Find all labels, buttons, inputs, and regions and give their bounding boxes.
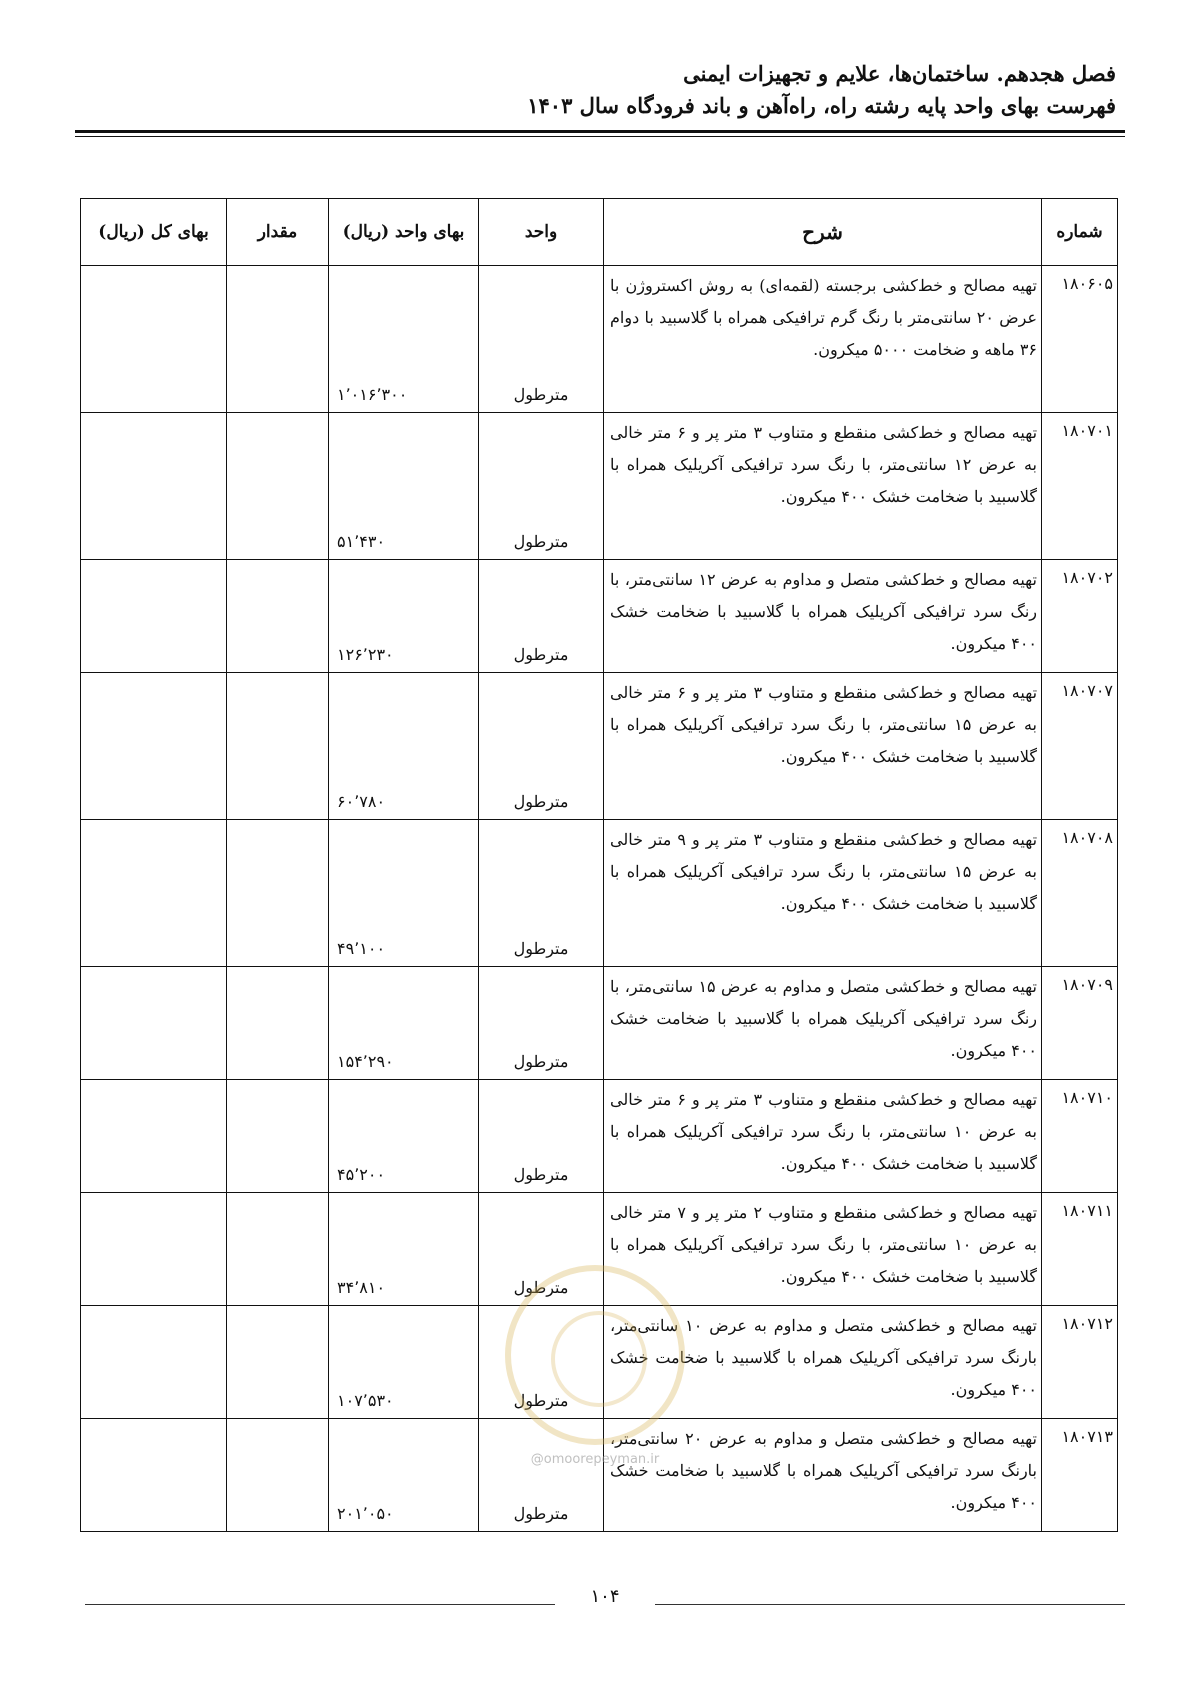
item-unit-price: ۵۱٬۴۳۰ [329,413,479,560]
item-unit-price: ۴۹٬۱۰۰ [329,820,479,967]
item-description: تهیه مصالح و خط‌کشی منقطع و متناوب ۳ متر پر و ۹ متر خالی به عرض ۱۵ سانتی‌متر، با رنگ سرد ترافیکی آکریلیک همراه با گلاسبید با ضخامت خشک ۴۰۰ میکرون. [604,820,1042,967]
item-quantity[interactable] [227,560,329,673]
item-unit-price: ۴۵٬۲۰۰ [329,1080,479,1193]
table-header-row [81,199,1118,266]
header-unit: واحد [479,199,604,266]
page-number: ۱۰۴ [590,1586,620,1607]
header-quantity: مقدار [227,199,329,266]
item-unit: مترطول [479,413,604,560]
footer-rule-left [85,1604,555,1605]
item-description: تهیه مصالح و خط‌کشی متصل و مداوم به عرض ۱۲ سانتی‌متر، با رنگ سرد ترافیکی آکریلیک همراه با گلاسبید با ضخامت خشک ۴۰۰ میکرون. [604,560,1042,673]
header-description: شرح [604,199,1042,266]
item-total-price[interactable] [81,1193,227,1306]
item-total-price[interactable] [81,266,227,413]
item-unit-price: ۳۴٬۸۱۰ [329,1193,479,1306]
header-rule-thick [75,130,1125,133]
item-description: تهیه مصالح و خط‌کشی برجسته (لقمه‌ای) به روش اکستروژن با عرض ۲۰ سانتی‌متر با رنگ گرم ترافیکی همراه با گلاسبید با دوام ۳۶ ماهه و ضخامت ۵۰۰۰ میکرون. [604,266,1042,413]
item-quantity[interactable] [227,820,329,967]
table-row [81,1419,1118,1532]
table-row [81,1080,1118,1193]
item-code: ۱۸۰۷۱۰ [1042,1080,1118,1193]
item-unit: مترطول [479,1419,604,1532]
item-quantity[interactable] [227,266,329,413]
item-unit-price: ۱۵۴٬۲۹۰ [329,967,479,1080]
table-row [81,413,1118,560]
item-unit: مترطول [479,1193,604,1306]
chapter-title: فصل هجدهم. ساختمان‌ها، علایم و تجهیزات ایمنی [683,61,1116,86]
item-total-price[interactable] [81,967,227,1080]
table-row [81,1306,1118,1419]
item-description: تهیه مصالح و خط‌کشی متصل و مداوم به عرض ۱۵ سانتی‌متر، با رنگ سرد ترافیکی آکریلیک همراه با گلاسبید با ضخامت خشک ۴۰۰ میکرون. [604,967,1042,1080]
item-description: تهیه مصالح و خط‌کشی متصل و مداوم به عرض ۱۰ سانتی‌متر، بارنگ سرد ترافیکی آکریلیک همراه با گلاسبید با ضخامت خشک ۴۰۰ میکرون. [604,1306,1042,1419]
item-total-price[interactable] [81,1419,227,1532]
item-code: ۱۸۰۶۰۵ [1042,266,1118,413]
item-code: ۱۸۰۷۰۹ [1042,967,1118,1080]
item-unit: مترطول [479,266,604,413]
item-unit: مترطول [479,967,604,1080]
item-total-price[interactable] [81,1306,227,1419]
item-code: ۱۸۰۷۱۳ [1042,1419,1118,1532]
header-total-price: بهای کل (ریال) [81,199,227,266]
item-description: تهیه مصالح و خط‌کشی منقطع و متناوب ۲ متر پر و ۷ متر خالی به عرض ۱۰ سانتی‌متر، با رنگ سرد ترافیکی آکریلیک همراه با گلاسبید با ضخامت خشک ۴۰۰ میکرون. [604,1193,1042,1306]
item-quantity[interactable] [227,967,329,1080]
item-unit: مترطول [479,560,604,673]
item-unit-price: ۱٬۰۱۶٬۳۰۰ [329,266,479,413]
watermark-text: @omoorepeyman.ir [530,1452,660,1467]
item-quantity[interactable] [227,1080,329,1193]
table-row [81,820,1118,967]
item-code: ۱۸۰۷۰۲ [1042,560,1118,673]
item-unit: مترطول [479,1080,604,1193]
item-unit-price: ۱۲۶٬۲۳۰ [329,560,479,673]
header-code: شماره [1042,199,1118,266]
item-code: ۱۸۰۷۰۱ [1042,413,1118,560]
item-total-price[interactable] [81,820,227,967]
table-row [81,266,1118,413]
item-code: ۱۸۰۷۰۸ [1042,820,1118,967]
item-total-price[interactable] [81,673,227,820]
item-total-price[interactable] [81,560,227,673]
item-description: تهیه مصالح و خط‌کشی منقطع و متناوب ۳ متر پر و ۶ متر خالی به عرض ۱۲ سانتی‌متر، با رنگ سرد ترافیکی آکریلیک همراه با گلاسبید با ضخامت خشک ۴۰۰ میکرون. [604,413,1042,560]
item-unit-price: ۲۰۱٬۰۵۰ [329,1419,479,1532]
header-unit-price: بهای واحد (ریال) [329,199,479,266]
item-quantity[interactable] [227,1419,329,1532]
table-row [81,673,1118,820]
item-quantity[interactable] [227,1306,329,1419]
item-unit: مترطول [479,820,604,967]
item-quantity[interactable] [227,413,329,560]
item-code: ۱۸۰۷۱۲ [1042,1306,1118,1419]
item-unit: مترطول [479,1306,604,1419]
table-row [81,967,1118,1080]
table-row [81,560,1118,673]
item-total-price[interactable] [81,1080,227,1193]
item-unit: مترطول [479,673,604,820]
header-rule-thin [75,136,1125,137]
item-quantity[interactable] [227,673,329,820]
price-list-table [80,198,1118,1532]
table-row [81,1193,1118,1306]
item-description: تهیه مصالح و خط‌کشی منقطع و متناوب ۳ متر پر و ۶ متر خالی به عرض ۱۵ سانتی‌متر، با رنگ سرد ترافیکی آکریلیک همراه با گلاسبید با ضخامت خشک ۴۰۰ میکرون. [604,673,1042,820]
item-description: تهیه مصالح و خط‌کشی متصل و مداوم به عرض ۲۰ سانتی‌متر، بارنگ سرد ترافیکی آکریلیک همراه با گلاسبید با ضخامت خشک ۴۰۰ میکرون. [604,1419,1042,1532]
item-description: تهیه مصالح و خط‌کشی منقطع و متناوب ۳ متر پر و ۶ متر خالی به عرض ۱۰ سانتی‌متر، با رنگ سرد ترافیکی آکریلیک همراه با گلاسبید با ضخامت خشک ۴۰۰ میکرون. [604,1080,1042,1193]
item-code: ۱۸۰۷۰۷ [1042,673,1118,820]
page-header [66,58,1116,122]
item-code: ۱۸۰۷۱۱ [1042,1193,1118,1306]
item-unit-price: ۶۰٬۷۸۰ [329,673,479,820]
document-title: فهرست بهای واحد پایه رشته راه، راه‌آهن و باند فرودگاه سال ۱۴۰۳ [527,93,1116,118]
item-quantity[interactable] [227,1193,329,1306]
item-total-price[interactable] [81,413,227,560]
item-unit-price: ۱۰۷٬۵۳۰ [329,1306,479,1419]
footer-rule-right [655,1604,1125,1605]
